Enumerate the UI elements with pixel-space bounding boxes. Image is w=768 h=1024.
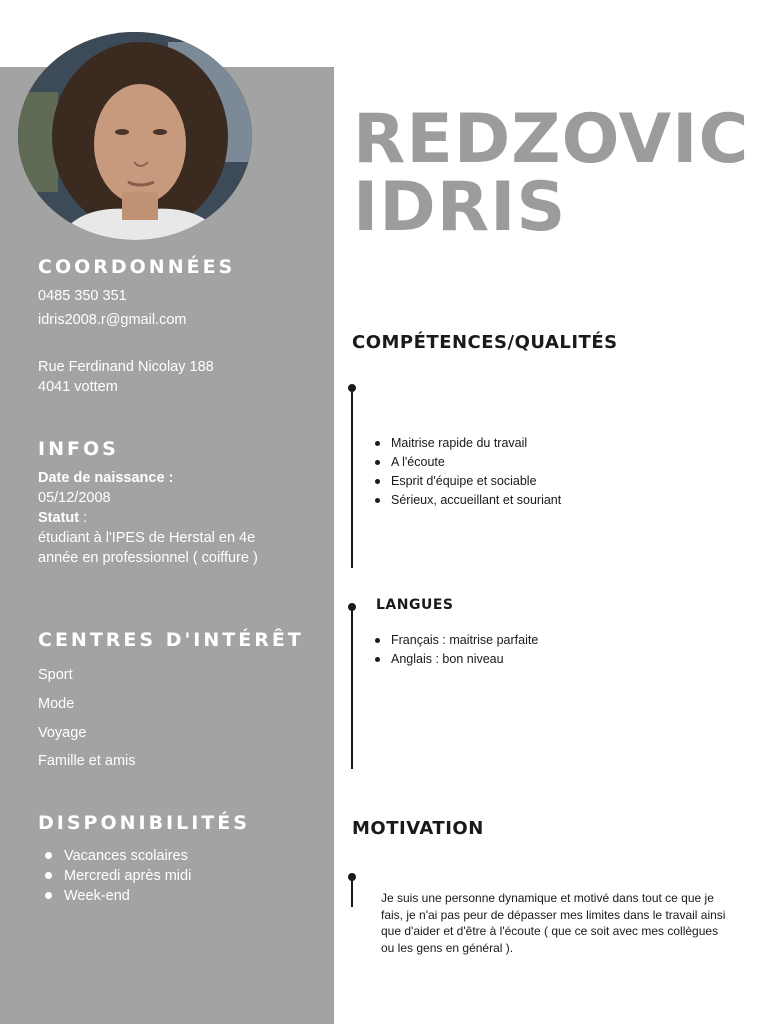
skill-item: Esprit d'équipe et sociable xyxy=(372,472,561,491)
birth-value: 05/12/2008 xyxy=(38,490,111,506)
availability-item: Week-end xyxy=(38,886,191,906)
first-name: IDRIS xyxy=(353,168,567,247)
languages-heading: LANGUES xyxy=(376,597,454,613)
skill-item: Maitrise rapide du travail xyxy=(372,434,561,453)
skills-timeline xyxy=(351,388,353,568)
language-item: Anglais : bon niveau xyxy=(372,650,538,669)
candidate-name xyxy=(353,100,750,247)
email-address: idris2008.r@gmail.com xyxy=(38,312,187,328)
availability-item: Mercredi après midi xyxy=(38,866,191,886)
profile-photo xyxy=(18,32,252,240)
languages-timeline xyxy=(351,607,353,769)
interests-heading: CENTRES D'INTÉRÊT xyxy=(38,629,304,651)
interest-item: Voyage xyxy=(38,725,87,741)
address-street: Rue Ferdinand Nicolay 188 xyxy=(38,359,214,375)
motivation-heading: MOTIVATION xyxy=(352,818,484,839)
skill-item: Sérieux, accueillant et souriant xyxy=(372,491,561,510)
timeline-dot xyxy=(348,384,356,392)
interest-item: Famille et amis xyxy=(38,753,136,769)
last-name: REDZOVIC xyxy=(353,100,750,179)
availability-heading: DISPONIBILITÉS xyxy=(38,812,250,834)
timeline-dot xyxy=(348,873,356,881)
contact-heading: COORDONNÉES xyxy=(38,256,236,278)
status-separator: : xyxy=(79,510,88,526)
birth-label: Date de naissance : xyxy=(38,470,174,486)
skill-item: A l'écoute xyxy=(372,453,561,472)
timeline-dot xyxy=(348,603,356,611)
availability-item: Vacances scolaires xyxy=(38,846,191,866)
language-item: Français : maitrise parfaite xyxy=(372,631,538,650)
skills-heading: COMPÉTENCES/QUALITÉS xyxy=(352,332,618,353)
languages-list xyxy=(372,631,538,669)
phone-number: 0485 350 351 xyxy=(38,288,127,304)
infos-heading: INFOS xyxy=(38,438,119,460)
interest-item: Mode xyxy=(38,696,75,712)
status-label: Statut xyxy=(38,510,80,526)
infos-block xyxy=(38,468,298,568)
address-city: 4041 vottem xyxy=(38,379,118,395)
motivation-timeline xyxy=(351,877,353,907)
interest-item: Sport xyxy=(38,667,73,683)
skills-list xyxy=(372,434,561,510)
availability-list xyxy=(38,846,191,906)
motivation-text: Je suis une personne dynamique et motivé dans tout ce que je fais, je n'ai pas peur de dépasser mes limites dans le travail ainsi que d'aider et d'être à l'écoute ( que ce soit avec mes collègues ou les gens en général ). xyxy=(381,891,726,955)
status-value: étudiant à l'IPES de Herstal en 4e année en professionnel ( coiffure ) xyxy=(38,530,258,566)
